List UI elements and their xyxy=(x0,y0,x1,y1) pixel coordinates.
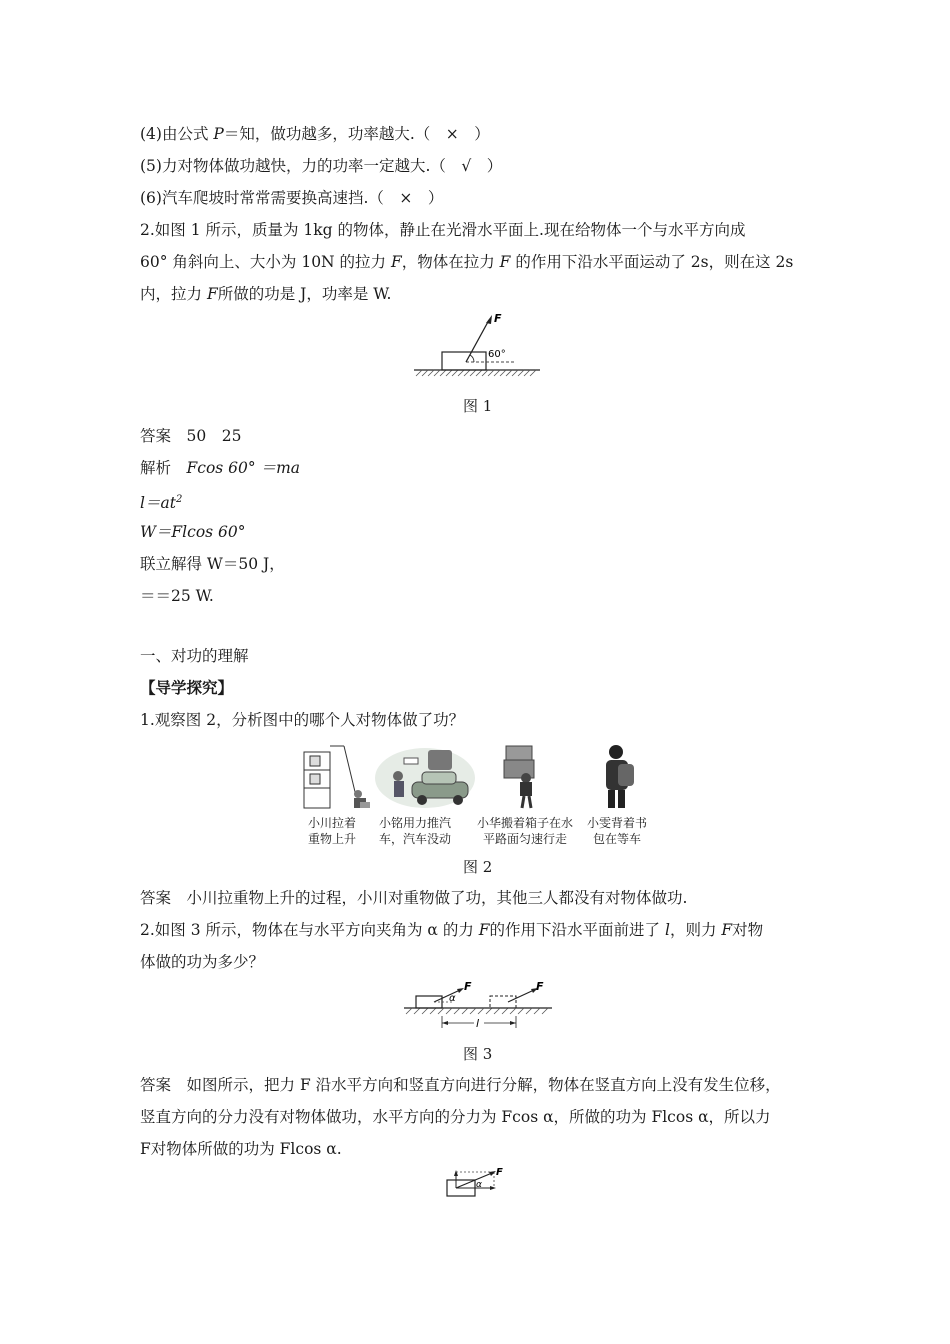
judgment-5-text: (5)力对物体做功越快，力的功率一定越大. xyxy=(140,157,431,175)
q2-line-1: 2.如图 1 所示，质量为 1kg 的物体，静止在光滑水平面上.现在给物体一个与水平方向成 xyxy=(140,221,746,239)
section-q2-line1-d: 对物 xyxy=(732,921,764,939)
q2-line3-a: 内，拉力 xyxy=(140,285,207,303)
block xyxy=(442,352,486,370)
section-q2-line1-c: ，则力 xyxy=(669,921,722,939)
fig2-label-3-line-1: 小华搬着箱子在水 xyxy=(476,816,573,830)
q2-analysis-5: ＝＝25 W. xyxy=(140,587,214,605)
q2-line2-var2: F xyxy=(499,253,511,271)
fig2-label-3-line-2: 平路面匀速行走 xyxy=(482,832,567,846)
fig3-force-label-2: F xyxy=(536,980,544,993)
section-q2-answer-line-3: F对物体所做的功为 Flcos α. xyxy=(140,1140,342,1158)
q2-line2-var: F xyxy=(390,253,402,271)
fig2-label-1 xyxy=(300,815,364,847)
fig4-force-label: F xyxy=(496,1167,503,1178)
fig2-label-1-line-2: 重物上升 xyxy=(307,832,356,846)
q2-line2-c: 的作用下沿水平面运动了 2s，则在这 2s xyxy=(510,253,794,271)
q2-answer-label: 答案 xyxy=(140,427,172,445)
section-q2-answer-line1-text: 如图所示，把力 F 沿水平方向和竖直方向进行分解，物体在竖直方向上没有发生位移， xyxy=(186,1076,781,1094)
q2-analysis-eq2: l＝at xyxy=(140,494,176,513)
fig3-force-arrow-icon xyxy=(457,988,464,993)
fig2-label-4 xyxy=(582,815,652,847)
section-q1-answer-text: 小川拉重物上升的过程，小川对重物做了功，其他三人都没有对物体做功. xyxy=(186,889,688,907)
figure-2-illustrations xyxy=(300,742,650,810)
section-q2-line1-var2: l xyxy=(664,921,670,939)
q2-line3-var: F xyxy=(206,285,218,303)
fig2-label-2-line-2: 车，汽车没动 xyxy=(378,832,451,846)
q2-line-3 xyxy=(140,284,391,304)
figure-1-diagram xyxy=(410,310,545,382)
fig2-label-3 xyxy=(470,815,580,847)
q2-line2-a: 60° 角斜向上、大小为 10N 的拉力 xyxy=(140,253,391,271)
q2-answer xyxy=(140,426,241,446)
section-q2-line1-var3: F xyxy=(721,921,733,939)
fig2-label-2 xyxy=(372,815,458,847)
scene-pulling-icon xyxy=(304,746,370,808)
judgment-6 xyxy=(140,188,443,208)
section-q1: 1.观察图 2，分析图中的哪个人对物体做了功？ xyxy=(140,711,465,729)
section-q2-line1-a: 2.如图 3 所示，物体在与水平方向夹角为 α 的力 xyxy=(140,921,479,939)
fig1-angle-label: 60° xyxy=(488,349,506,360)
section-q2-answer-label: 答案 xyxy=(140,1076,172,1094)
figure-1-caption: 图 1 xyxy=(463,397,493,415)
fig4-angle-label: α xyxy=(476,1180,482,1190)
q2-analysis-1 xyxy=(140,458,300,478)
scene-pushing-car-icon xyxy=(375,748,475,808)
q2-analysis-3: W＝Flcos 60° xyxy=(140,523,246,541)
q2-analysis-eq2-sup: 2 xyxy=(175,494,183,505)
judgment-4-mark: （ × ） xyxy=(414,125,490,143)
section-q2-line1-var: F xyxy=(478,921,490,939)
judgment-5 xyxy=(140,156,502,176)
section-subheading: 【导学探究】 xyxy=(140,678,234,697)
fig3-force-label-1: F xyxy=(464,980,472,993)
judgment-6-text: (6)汽车爬坡时常常需要换高速挡. xyxy=(140,189,369,207)
section-q1-answer-label: 答案 xyxy=(140,889,172,907)
force-arrow-icon xyxy=(486,315,492,324)
figure-3-diagram xyxy=(402,980,554,1036)
fig2-label-2-line-1: 小铭用力推汽 xyxy=(378,816,451,830)
judgment-4-var: P xyxy=(213,125,224,143)
fig2-label-4-line-1: 小雯背着书 xyxy=(586,816,647,830)
figure-3-caption: 图 3 xyxy=(463,1045,493,1063)
section-q2-line-1 xyxy=(140,920,763,940)
q2-answer-value: 50 25 xyxy=(186,427,242,445)
fig3-distance-label: l xyxy=(476,1017,480,1030)
section-q1-answer xyxy=(140,888,687,908)
q2-analysis-2 xyxy=(140,490,182,513)
fig2-label-1-line-1: 小川拉着 xyxy=(307,816,356,830)
judgment-4 xyxy=(140,124,490,144)
fig3-angle-label: α xyxy=(449,993,456,1004)
q2-analysis-4: 联立解得 W＝50 J， xyxy=(140,555,285,573)
q2-line3-b: 所做的功是 J，功率是 W. xyxy=(217,285,392,303)
q2-analysis-label: 解析 xyxy=(140,459,172,477)
figure-4-decomposition xyxy=(444,1166,508,1200)
scene-carrying-box-icon xyxy=(504,746,534,808)
section-q2-line-2: 体做的功为多少？ xyxy=(140,953,265,971)
fig1-force-label: F xyxy=(494,312,502,325)
fig4-force-arrow-icon xyxy=(489,1171,496,1176)
section-q2-answer-line-1 xyxy=(140,1075,781,1095)
judgment-5-mark: （ √ ） xyxy=(430,157,503,175)
q2-line-2 xyxy=(140,252,793,272)
q2-analysis-eq1: Fcos 60° ＝ma xyxy=(186,459,301,477)
section-q2-answer-line-2: 竖直方向的分力没有对物体做功，水平方向的分力为 Fcos α，所做的功为 Flcos α，所以力 xyxy=(140,1108,771,1126)
judgment-4-text-a: (4)由公式 xyxy=(140,125,214,143)
section-q2-line1-b: 的作用下沿水平面前进了 xyxy=(489,921,665,939)
judgment-4-text-b: ＝知，做功越多，功率越大. xyxy=(223,125,415,143)
q2-line2-b: ，物体在拉力 xyxy=(401,253,500,271)
scene-backpack-icon xyxy=(606,745,634,808)
section-heading: 一、对功的理解 xyxy=(140,647,249,665)
figure-2-caption: 图 2 xyxy=(463,858,493,876)
fig2-label-4-line-2: 包在等车 xyxy=(592,832,641,846)
judgment-6-mark: （ × ） xyxy=(368,189,444,207)
